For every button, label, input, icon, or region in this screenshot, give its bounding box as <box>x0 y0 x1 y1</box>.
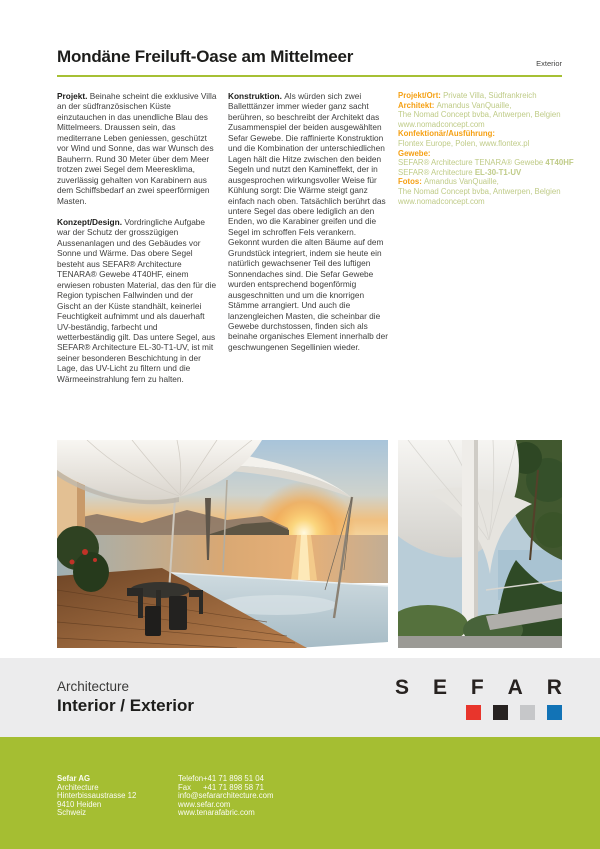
detail-line <box>398 158 574 168</box>
contact-value: +41 71 898 51 04 <box>203 774 264 783</box>
logo-letter: F <box>470 676 484 699</box>
contact-link[interactable]: www.sefar.com <box>178 799 231 809</box>
detail-label: Fotos: <box>398 177 424 187</box>
detail-value: The Nomad Concept bvba, Antwerpen, Belgien <box>398 186 561 196</box>
address-line: Hinterbissaustrasse 12 <box>57 791 137 801</box>
detail-value: Amandus VanQuaille, <box>436 100 512 110</box>
detail-link[interactable]: www.nomadconcept.com <box>398 119 485 129</box>
detail-value: SEFAR® Architecture <box>398 167 475 177</box>
sefar-logo-squares <box>466 705 562 720</box>
paragraph: Konstruktion. Als würden sich zwei Balletttänzer immer wieder ganz sacht berühren, so beschreibt der Architekt das Zusammenspiel der beiden ausgewählten Sefar Gewebe. Die raffinierte Konstruktion und die Kombination der unterschiedlichen Lagen hält die Hitze zwischen den beiden Segeln und nutzt den Kamineffekt, der in ausgesprochen wirkungsvoller Weise für Kühlung sorgt: Die Wärme steigt ganz einfach nach oben. Tatsächlich berührt das untere Segel das obere lediglich an den Enden, wo die Karabiner greifen und die Segel im schroffen Fels verankern. Gekonnt wurden die alten Bäume auf dem Grundstück integriert, indem sie heute ein natürlich gewachsener Teil des luftigen Sonnendaches sind. Die Sefar Gewebe wurden entsprechend bogenförmig ausgeschnitten und um die knorrigen Stämme arrangiert. Und auch die lanzengleichen Masten, die scheinbar die Gewebe durchstossen, finden sich als beinahe organisches Element innerhalb der geschwungenen Segellinien wieder. <box>228 91 389 352</box>
detail-line <box>398 187 562 197</box>
brand-bar <box>0 658 600 737</box>
address-line: 9410 Heiden <box>57 799 102 809</box>
detail-value: Flontex Europe, Polen, <box>398 138 480 148</box>
detail-label: Projekt/Ort: <box>398 91 444 100</box>
text-column-1 <box>57 91 218 395</box>
contact-link[interactable]: info@sefararchitecture.com <box>178 791 274 801</box>
company-name: Sefar AG <box>57 774 91 783</box>
detail-line <box>398 168 562 178</box>
logo-letter: R <box>546 676 562 699</box>
logo-square <box>466 705 481 720</box>
canopy-underside-illustration <box>398 440 562 648</box>
detail-line <box>398 139 562 149</box>
detail-value: Private Villa, Südfrankreich <box>443 91 537 100</box>
detail-value: SEFAR® Architecture TENARA® Gewebe <box>398 158 546 168</box>
contact-line <box>178 809 273 818</box>
page-title: Mondäne Freiluft-Oase am Mittelmeer <box>57 47 354 66</box>
detail-line <box>398 110 562 120</box>
category-label: Exterior <box>536 59 562 68</box>
paragraph: Projekt. Beinahe scheint die exklusive Villa an der südfranzösischen Küste einzutauchen in das unendliche Blau des Mittelmeers. Draussen sein, das mediterrane Leben geniessen, geschützt vor Wind und Sonne, das war Wunsch des Bauherrn. Rund 30 Meter über dem Meer trotzen zwei Segel dem Meeresklima, zuverlässig gehalten von Karabinern aus dem Schiffsbedarf an zwei speerförmigen Masten. <box>57 91 217 206</box>
detail-label: Gewebe: <box>398 148 431 158</box>
detail-line <box>398 91 562 101</box>
paragraph-lead: Konstruktion. <box>228 91 285 101</box>
photo-canopy-underside <box>398 440 562 648</box>
detail-line <box>398 129 562 139</box>
address-line: Schweiz <box>57 808 87 818</box>
detail-value: Amandus VanQuaille, <box>423 177 499 187</box>
contact-key: Fax <box>178 782 191 792</box>
detail-value: 4T40HF <box>545 158 574 168</box>
text-column-2 <box>228 91 389 363</box>
accent-rule <box>57 75 562 77</box>
footer-contact-block <box>178 775 273 818</box>
terrace-sunset-illustration <box>57 440 388 648</box>
detail-label: Konfektionär/Ausführung: <box>398 129 496 139</box>
footer <box>0 737 600 849</box>
detail-line <box>398 177 562 187</box>
address-line: Architecture <box>57 782 99 792</box>
detail-link[interactable]: www.flontex.pl <box>479 138 530 148</box>
footer-address-lines <box>57 784 136 818</box>
detail-label: Architekt: <box>398 100 437 110</box>
sefar-logo-letters <box>395 677 562 698</box>
detail-link[interactable]: www.nomadconcept.com <box>398 196 485 206</box>
paragraph-lead: Konzept/Design. <box>57 216 125 227</box>
contact-value: +41 71 898 58 71 <box>203 782 264 792</box>
contact-key: Telefon <box>178 774 204 783</box>
photo-terrace-sunset <box>57 440 388 648</box>
logo-letter: E <box>432 676 447 699</box>
footer-address-block <box>57 775 136 818</box>
sefar-logo <box>395 677 562 720</box>
project-details <box>398 91 574 206</box>
paragraph: Konzept/Design. Vordringliche Aufgabe war der Schutz der grosszügigen Aussenanlagen und des Gebäudes vor Sonne und Wärme. Das obere Segel besteht aus SEFAR® Architecture TENARA® Gewebe 4T40HF, einem erwiesen robusten Material, das den für die Region typischen Fallwinden und der Gischt an der Küste standhält, keinerlei Feuchtigkeit aufnimmt und als dauerhaft UV-beständig, farbecht und wetterbeständig gilt. Das untere Segel, aus SEFAR® Architecture EL-30-T1-UV, ist mit seiner besonderen Beschichtung in der Lage, das UV-Licht zu filtern und die Wärmeeinstrahlung fern zu halten. <box>57 216 217 384</box>
paragraph-lead: Projekt. <box>57 91 90 101</box>
logo-square <box>520 705 535 720</box>
detail-value: EL-30-T1-UV <box>474 167 522 177</box>
detail-line <box>398 149 562 159</box>
logo-letter: A <box>507 676 523 699</box>
brand-scope: Interior / Exterior <box>57 696 194 715</box>
detail-line <box>398 197 562 207</box>
logo-square <box>493 705 508 720</box>
detail-line <box>398 101 562 111</box>
detail-value: The Nomad Concept bvba, Antwerpen, Belgien <box>398 110 561 120</box>
contact-link[interactable]: www.tenarafabric.com <box>178 808 255 818</box>
logo-letter: S <box>395 676 410 699</box>
detail-line <box>398 120 562 130</box>
logo-square <box>547 705 562 720</box>
brand-division: Architecture <box>57 679 130 694</box>
